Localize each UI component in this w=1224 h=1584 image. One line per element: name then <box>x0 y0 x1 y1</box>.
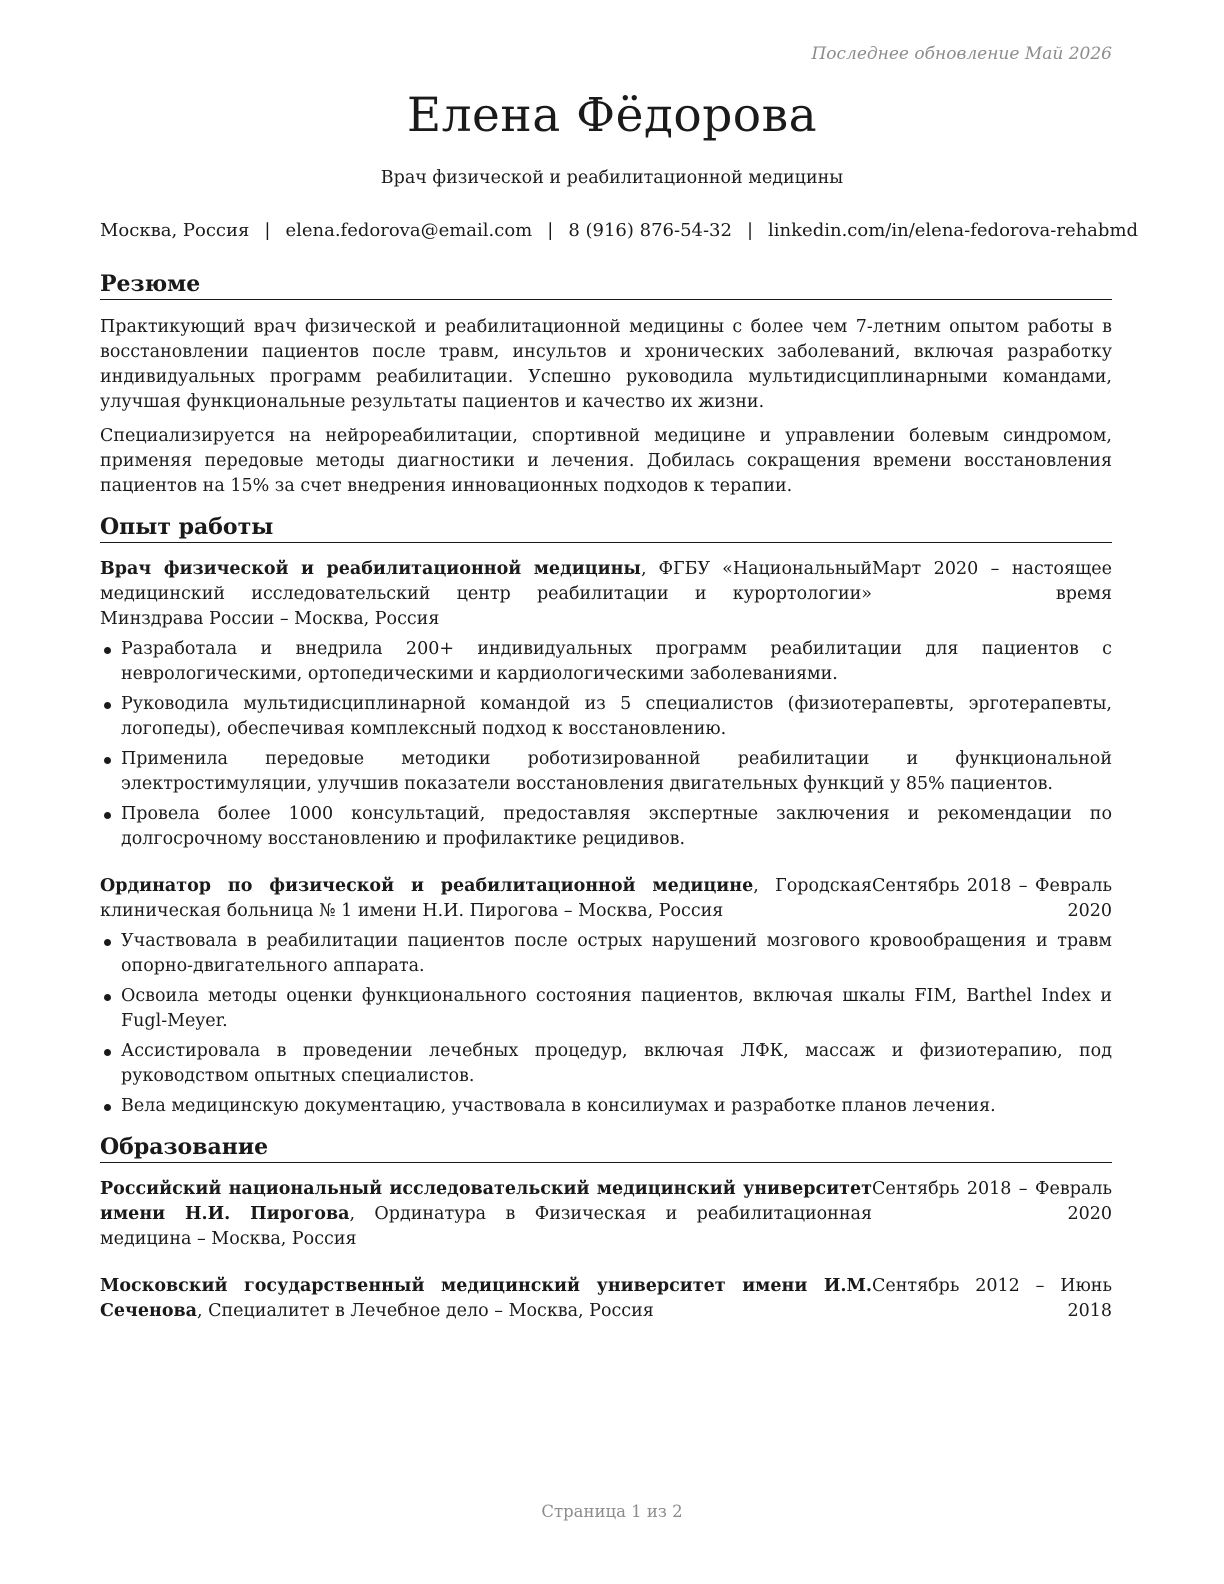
section-title-experience: Опыт работы <box>100 513 1112 543</box>
candidate-name: Елена Фёдорова <box>406 88 818 143</box>
achievement-list <box>100 637 1112 852</box>
entry-dates: Сентябрь 2018 – Февраль 2020 <box>872 876 1112 921</box>
list-item: Участвовала в реабилитации пациентов после острых нарушений мозгового кровообращения и травм опорно-двигательного аппарата. <box>100 929 1112 979</box>
degree-details: , Специалитет в Лечебное дело – Москва, Россия <box>197 1301 654 1321</box>
entry-header <box>100 557 1112 632</box>
contact-email[interactable]: elena.fedorova@email.com <box>285 220 533 241</box>
list-item: Провела более 1000 консультаций, предоставляя экспертные заключения и рекомендации по долгосрочному восстановлению и профилактике рецидивов. <box>100 802 1112 852</box>
contact-linkedin[interactable]: linkedin.com/in/elena-fedorova-rehabmd <box>768 220 1139 241</box>
list-item: Применила передовые методики роботизированной реабилитации и функциональной электростимуляции, улучшив показатели восстановления двигательных функций у 85% пациентов. <box>100 747 1112 797</box>
experience-entry <box>100 557 1112 852</box>
degree-details: , Ординатура в Физическая и реабилитационная медицина – Москва, Россия <box>100 1204 872 1249</box>
entry-heading <box>100 1274 872 1324</box>
summary-section <box>100 270 1112 499</box>
employer: , ФГБУ «Национальный медицинский исследовательский центр реабилитации и курортологии» Минздрава России – Москва, Россия <box>100 559 872 629</box>
section-title-summary: Резюме <box>100 270 1112 300</box>
section-title-education: Образование <box>100 1133 1112 1163</box>
employer: , Городская клиническая больница № 1 имени Н.И. Пирогова – Москва, Россия <box>100 876 872 921</box>
list-item: Руководила мультидисциплинарной командой из 5 специалистов (физиотерапевты, эрготерапевты, логопеды), обеспечивая комплексный подход к восстановлению. <box>100 692 1112 742</box>
summary-paragraph: Специализируется на нейрореабилитации, спортивной медицине и управлении болевым синдромом, применяя передовые методы диагностики и лечения. Добилась сокращения времени восстановления пациентов на 15% за счет внедрения инновационных подходов к терапии. <box>100 426 1112 496</box>
education-section <box>100 1133 1112 1324</box>
contact-phone[interactable]: 8 (916) 876-54-32 <box>568 220 732 241</box>
entry-heading <box>100 874 872 924</box>
education-entry <box>100 1274 1112 1324</box>
contact-separator: | <box>547 220 554 241</box>
experience-entry <box>100 874 1112 1119</box>
entry-dates: Сентябрь 2018 – Февраль 2020 <box>872 1179 1112 1224</box>
job-title: Ординатор по физической и реабилитационной медицине <box>100 876 754 896</box>
contact-location: Москва, Россия <box>100 220 250 241</box>
education-entry <box>100 1177 1112 1252</box>
contact-line <box>100 220 1139 241</box>
page-number: Страница 1 из 2 <box>541 1502 683 1521</box>
entry-header <box>100 1177 1112 1252</box>
entry-dates: Март 2020 – настоящее время <box>872 559 1112 604</box>
job-title: Врач физической и реабилитационной медицины <box>100 559 641 579</box>
contact-separator: | <box>746 220 754 241</box>
candidate-title: Врач физической и реабилитационной медицины <box>380 168 844 188</box>
list-item: Разработала и внедрила 200+ индивидуальных программ реабилитации для пациентов с неврологическими, ортопедическими и кардиологическими заболеваниями. <box>100 637 1112 687</box>
list-item: Вела медицинскую документацию, участвовала в консилиумах и разработке планов лечения. <box>100 1094 1112 1119</box>
summary-paragraph: Практикующий врач физической и реабилитационной медицины с более чем 7-летним опытом работы в восстановлении пациентов после травм, инсультов и хронических заболеваний, включая разработку индивидуальных программ реабилитации. Успешно руководила мультидисциплинарными командами, улучшая функциональные результаты пациентов и качество их жизни. <box>100 317 1112 412</box>
entry-header <box>100 1274 1112 1324</box>
entry-heading <box>100 557 872 632</box>
contact-separator: | <box>264 220 271 241</box>
entry-dates: Сентябрь 2012 – Июнь 2018 <box>872 1276 1112 1321</box>
entry-heading <box>100 1177 872 1252</box>
entry-header <box>100 874 1112 924</box>
list-item: Ассистировала в проведении лечебных процедур, включая ЛФК, массаж и физиотерапию, под руководством опытных специалистов. <box>100 1039 1112 1089</box>
school-name: Московский государственный медицинский университет имени И.М. Сеченова <box>100 1276 872 1321</box>
achievement-list <box>100 929 1112 1119</box>
resume-content <box>100 270 1112 1338</box>
experience-section <box>100 513 1112 1119</box>
last-updated-note: Последнее обновление Май 2026 <box>811 44 1112 64</box>
school-name: Российский национальный исследовательский медицинский университет имени Н.И. Пирогова <box>100 1179 872 1224</box>
list-item: Освоила методы оценки функционального состояния пациентов, включая шкалы FIM, Barthel Index и Fugl-Meyer. <box>100 984 1112 1034</box>
